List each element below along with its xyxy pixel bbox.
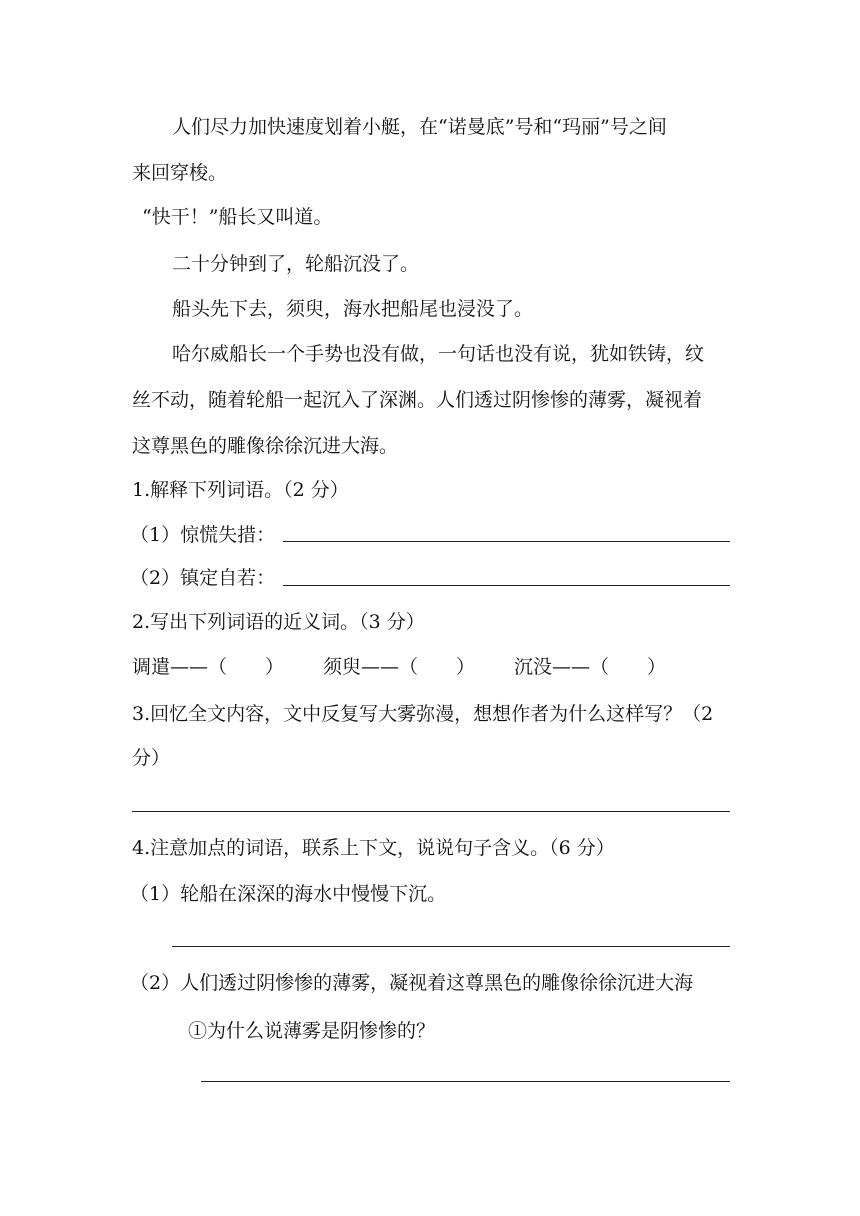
- q3-title-line1: 3.回忆全文内容，文中反复写大雾弥漫，想想作者为什么这样写？（2: [132, 703, 714, 725]
- q4-sub2-question1: ①为什么说薄雾是阴惨惨的？: [188, 1020, 436, 1042]
- q2-synonym-1: 调遣——（ ）: [132, 656, 285, 678]
- q2-title: 2.写出下列词语的近义词。（3 分）: [132, 611, 425, 633]
- q2-synonym-3: 沉没——（ ）: [514, 656, 667, 678]
- q4-sub1: （1）轮船在深深的海水中慢慢下沉。: [130, 883, 447, 905]
- passage-p4: 船头先下去，须臾，海水把船尾也浸没了。: [172, 298, 534, 320]
- q3-answer-line[interactable]: [132, 811, 730, 812]
- passage-p3: 二十分钟到了，轮船沉没了。: [172, 253, 420, 275]
- q1-item2-answer-line[interactable]: [283, 585, 730, 586]
- passage-p1-line1: 人们尽力加快速度划着小艇，在“诺曼底”号和“玛丽”号之间: [172, 116, 667, 138]
- q2-synonym-2: 须臾——（ ）: [323, 656, 476, 678]
- q1-item1-answer-line[interactable]: [283, 541, 730, 542]
- q4-sub2-answer-line[interactable]: [201, 1081, 730, 1082]
- passage-p5-line2: 丝不动，随着轮船一起沉入了深渊。人们透过阴惨惨的薄雾，凝视着: [132, 389, 703, 411]
- q1-title: 1.解释下列词语。（2 分）: [132, 479, 349, 501]
- passage-p1-line2: 来回穿梭。: [132, 162, 228, 184]
- q3-title-line2: 分）: [132, 747, 171, 769]
- passage-p5-line3: 这尊黑色的雕像徐徐沉进大海。: [132, 435, 399, 457]
- q1-item2-label: （2）镇定自若：: [130, 567, 276, 589]
- q4-sub2: （2）人们透过阴惨惨的薄雾，凝视着这尊黑色的雕像徐徐沉进大海: [130, 972, 694, 994]
- q4-title: 4.注意加点的词语，联系上下文，说说句子含义。（6 分）: [132, 837, 615, 859]
- q4-sub1-answer-line[interactable]: [172, 946, 730, 947]
- passage-p5-line1: 哈尔威船长一个手势也没有做，一句话也没有说，犹如铁铸，纹: [172, 343, 705, 365]
- passage-p2: “快干！”船长又叫道。: [142, 206, 333, 228]
- q1-item1-label: （1）惊慌失措：: [130, 524, 276, 546]
